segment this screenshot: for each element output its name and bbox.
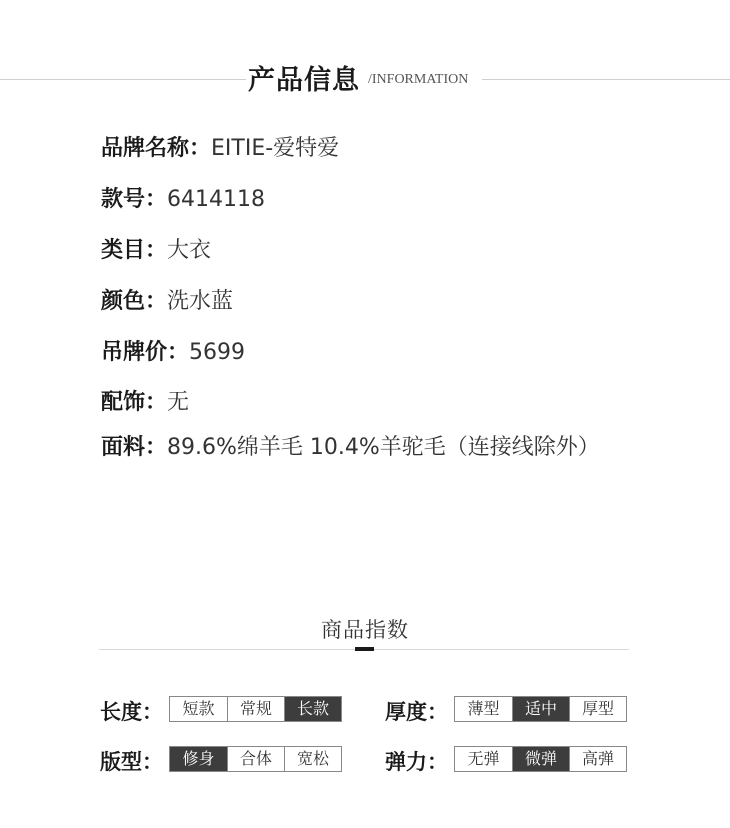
index-title: 商品指数 <box>321 618 409 642</box>
info-row-category <box>101 237 211 265</box>
attr-label-thickness: 厚度： <box>385 700 448 724</box>
attr-label-elasticity: 弹力： <box>385 750 448 774</box>
section-subtitle: /INFORMATION <box>368 72 469 87</box>
fit-option[interactable]: 宽松 <box>284 747 341 771</box>
info-value: 无 <box>167 390 190 415</box>
thickness-options <box>454 696 627 722</box>
info-value: 5699 <box>189 340 246 365</box>
elasticity-option[interactable]: 微弹 <box>512 747 569 771</box>
info-label: 颜色： <box>101 289 168 314</box>
thickness-option[interactable]: 薄型 <box>455 697 512 721</box>
info-row-tag-price <box>101 339 245 367</box>
info-row-fabric <box>101 434 600 462</box>
info-row-color <box>101 288 233 316</box>
attr-label-fit: 版型： <box>100 750 163 774</box>
info-value: 6414118 <box>167 187 265 212</box>
info-label: 款号： <box>101 187 168 212</box>
info-label: 面料： <box>101 435 168 460</box>
info-value: 洗水蓝 <box>167 289 234 314</box>
header-divider-right <box>482 79 730 80</box>
info-value: EITIE-爱特爱 <box>211 136 340 161</box>
info-label: 吊牌价： <box>101 340 190 365</box>
info-row-accessories <box>101 389 189 417</box>
length-option[interactable]: 常规 <box>227 697 284 721</box>
info-value: 89.6%绵羊毛 10.4%羊驼毛（连接线除外） <box>167 435 600 460</box>
section-title: 产品信息 <box>248 65 360 96</box>
elasticity-options <box>454 746 627 772</box>
length-option[interactable]: 短款 <box>170 697 227 721</box>
length-option[interactable]: 长款 <box>284 697 341 721</box>
info-row-style-number <box>101 186 265 214</box>
info-row-brand <box>101 135 339 163</box>
index-divider-accent <box>355 647 374 651</box>
info-value: 大衣 <box>167 238 212 263</box>
elasticity-option[interactable]: 无弹 <box>455 747 512 771</box>
thickness-option[interactable]: 厚型 <box>569 697 626 721</box>
fit-options <box>169 746 342 772</box>
header-divider-left <box>0 79 246 80</box>
fit-option[interactable]: 合体 <box>227 747 284 771</box>
info-label: 品牌名称： <box>101 136 212 161</box>
length-options <box>169 696 342 722</box>
info-label: 类目： <box>101 238 168 263</box>
attr-label-length: 长度： <box>100 700 163 724</box>
info-label: 配饰： <box>101 390 168 415</box>
fit-option[interactable]: 修身 <box>170 747 227 771</box>
thickness-option[interactable]: 适中 <box>512 697 569 721</box>
elasticity-option[interactable]: 高弹 <box>569 747 626 771</box>
